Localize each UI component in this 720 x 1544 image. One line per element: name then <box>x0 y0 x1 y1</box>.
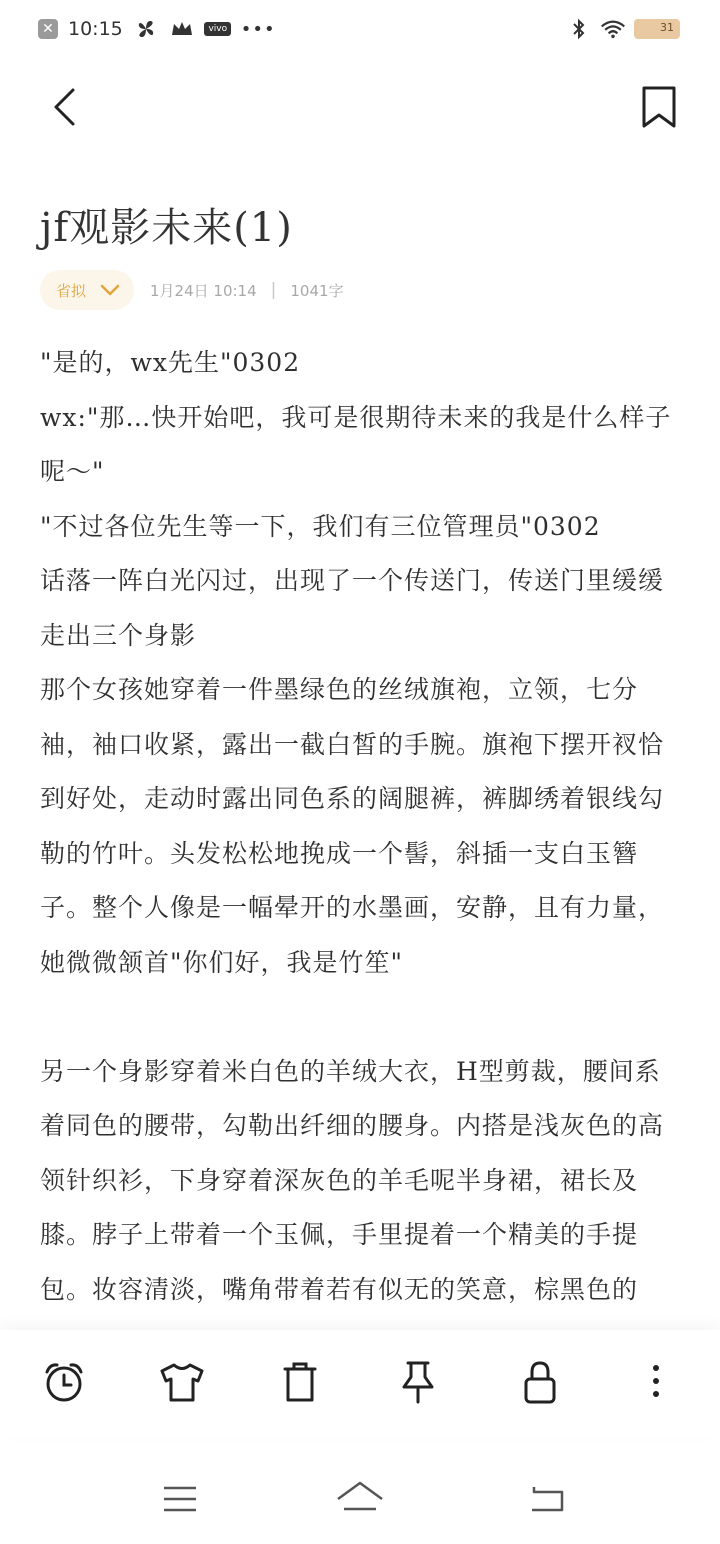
close-notification-icon: ✕ <box>38 19 58 39</box>
delete-button[interactable] <box>276 1358 324 1406</box>
note-body-viewport[interactable] <box>0 336 720 1330</box>
more-dots-icon: ••• <box>240 18 276 40</box>
more-vertical-icon <box>632 1360 680 1404</box>
back-button[interactable] <box>40 82 90 132</box>
note-header <box>0 62 720 152</box>
battery-level: 31 <box>660 21 674 34</box>
pinwheel-icon <box>133 18 159 40</box>
note-title[interactable]: jf观影未来(1) <box>40 205 293 251</box>
note-date: 1月24日 10:14 <box>150 281 257 300</box>
status-left <box>38 14 276 44</box>
home-icon <box>334 1479 386 1519</box>
body-paragraph: 另一个身影穿着米白色的羊绒大衣，H型剪裁，腰间系着同色的腰带，勾勒出纤细的腰身。内搭是浅灰色的高领针织衫，下身穿着深灰色的羊毛呢半身裙，裙长及膝。脖子上带着一个玉佩，手里提着一个精美的手提包。妆容清淡，嘴角带着若有似无的笑意，棕黑色的 <box>40 1056 665 1304</box>
body-paragraph: 话落一阵白光闪过，出现了一个传送门，传送门里缓缓走出三个身影 <box>40 566 665 650</box>
lock-button[interactable] <box>516 1358 564 1406</box>
back-nav-button[interactable] <box>518 1474 578 1524</box>
vivo-label: vivo <box>204 22 231 36</box>
blank-line <box>40 990 685 1045</box>
pin-icon <box>398 1359 438 1405</box>
pin-button[interactable] <box>394 1358 442 1406</box>
menu-icon <box>160 1482 200 1516</box>
chevron-left-icon <box>40 82 90 132</box>
battery-icon <box>634 19 680 39</box>
body-paragraph: 那个女孩她穿着一件墨绿色的丝绒旗袍，立领，七分袖，袖口收紧，露出一截白皙的手腕。旗袍下摆开衩恰到好处，走动时露出同色系的阔腿裤，裤脚绣着银线勾勒的竹叶。头发松松地挽成一个髻，斜插一支白玉簪子。整个人像是一幅晕开的水墨画，安静，且有力量，她微微颔首"你们好，我是竹笙" <box>40 675 665 977</box>
skin-button[interactable] <box>158 1358 206 1406</box>
bookmark-button[interactable] <box>640 82 680 132</box>
chevron-down-icon <box>100 284 120 296</box>
recent-apps-button[interactable] <box>150 1474 210 1524</box>
category-label: 省拟 <box>56 281 87 300</box>
bluetooth-icon <box>566 18 592 40</box>
status-right <box>566 14 680 44</box>
back-return-icon <box>526 1482 570 1516</box>
meta-separator: | <box>270 280 277 300</box>
bottom-toolbar <box>0 1330 720 1438</box>
note-body[interactable] <box>40 336 685 1317</box>
crown-icon <box>169 18 195 40</box>
trash-icon <box>280 1360 320 1404</box>
body-paragraph: "不过各位先生等一下，我们有三位管理员"0302 <box>40 511 601 541</box>
status-time: 10:15 <box>68 18 123 40</box>
body-paragraph: "是的，wx先生"0302 <box>40 348 301 377</box>
note-meta <box>40 270 344 310</box>
system-nav-bar <box>0 1460 720 1544</box>
tshirt-icon <box>159 1360 205 1404</box>
reminder-button[interactable] <box>40 1358 88 1406</box>
word-count: 1041字 <box>290 281 344 300</box>
more-options-button[interactable] <box>632 1358 680 1406</box>
home-button[interactable] <box>330 1474 390 1524</box>
alarm-clock-icon <box>42 1360 86 1404</box>
wifi-icon <box>600 18 626 40</box>
vivo-icon <box>205 18 231 40</box>
bookmark-icon <box>640 82 680 132</box>
status-bar <box>0 0 720 58</box>
body-paragraph: wx:"那…快开始吧，我可是很期待未来的我是什么样子呢～" <box>40 402 672 486</box>
category-dropdown[interactable] <box>40 270 134 310</box>
lock-icon <box>520 1359 560 1405</box>
